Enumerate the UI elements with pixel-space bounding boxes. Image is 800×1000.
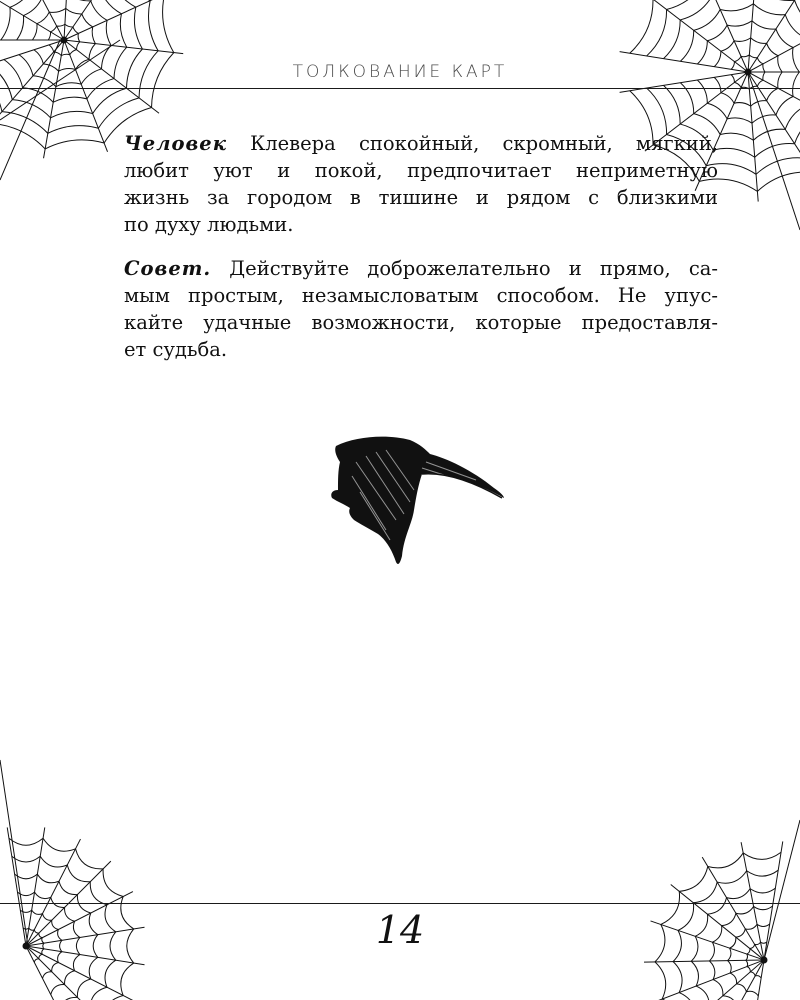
text-line: Совет. Действуйте доброжелательно и прямо, са- bbox=[124, 257, 718, 280]
bat-icon bbox=[326, 432, 510, 568]
lead-word: Совет. bbox=[124, 257, 212, 280]
lead-word: Человек bbox=[124, 132, 227, 155]
paragraph-person bbox=[124, 130, 718, 238]
text-line: жизнь за городом в тишине и рядом с близкими bbox=[124, 186, 718, 209]
paragraph-advice bbox=[124, 255, 718, 363]
page-number: 14 bbox=[375, 908, 425, 952]
text-line: любит уют и покой, предпочитает неприметную bbox=[124, 159, 718, 182]
header-rule bbox=[0, 88, 800, 89]
main-text bbox=[124, 130, 718, 363]
footer-rule bbox=[0, 903, 800, 904]
text-line: по духу людьми. bbox=[124, 213, 294, 236]
text-line: Человек Клевера спокойный, скромный, мягкий, bbox=[124, 132, 718, 155]
running-title: ТОЛКОВАНИЕ КАРТ bbox=[292, 62, 508, 82]
text-line: ет судьба. bbox=[124, 338, 228, 361]
text-line: мым простым, незамысловатым способом. Не упус- bbox=[124, 284, 718, 307]
text-line: кайте удачные возможности, которые предоставля- bbox=[124, 311, 718, 334]
